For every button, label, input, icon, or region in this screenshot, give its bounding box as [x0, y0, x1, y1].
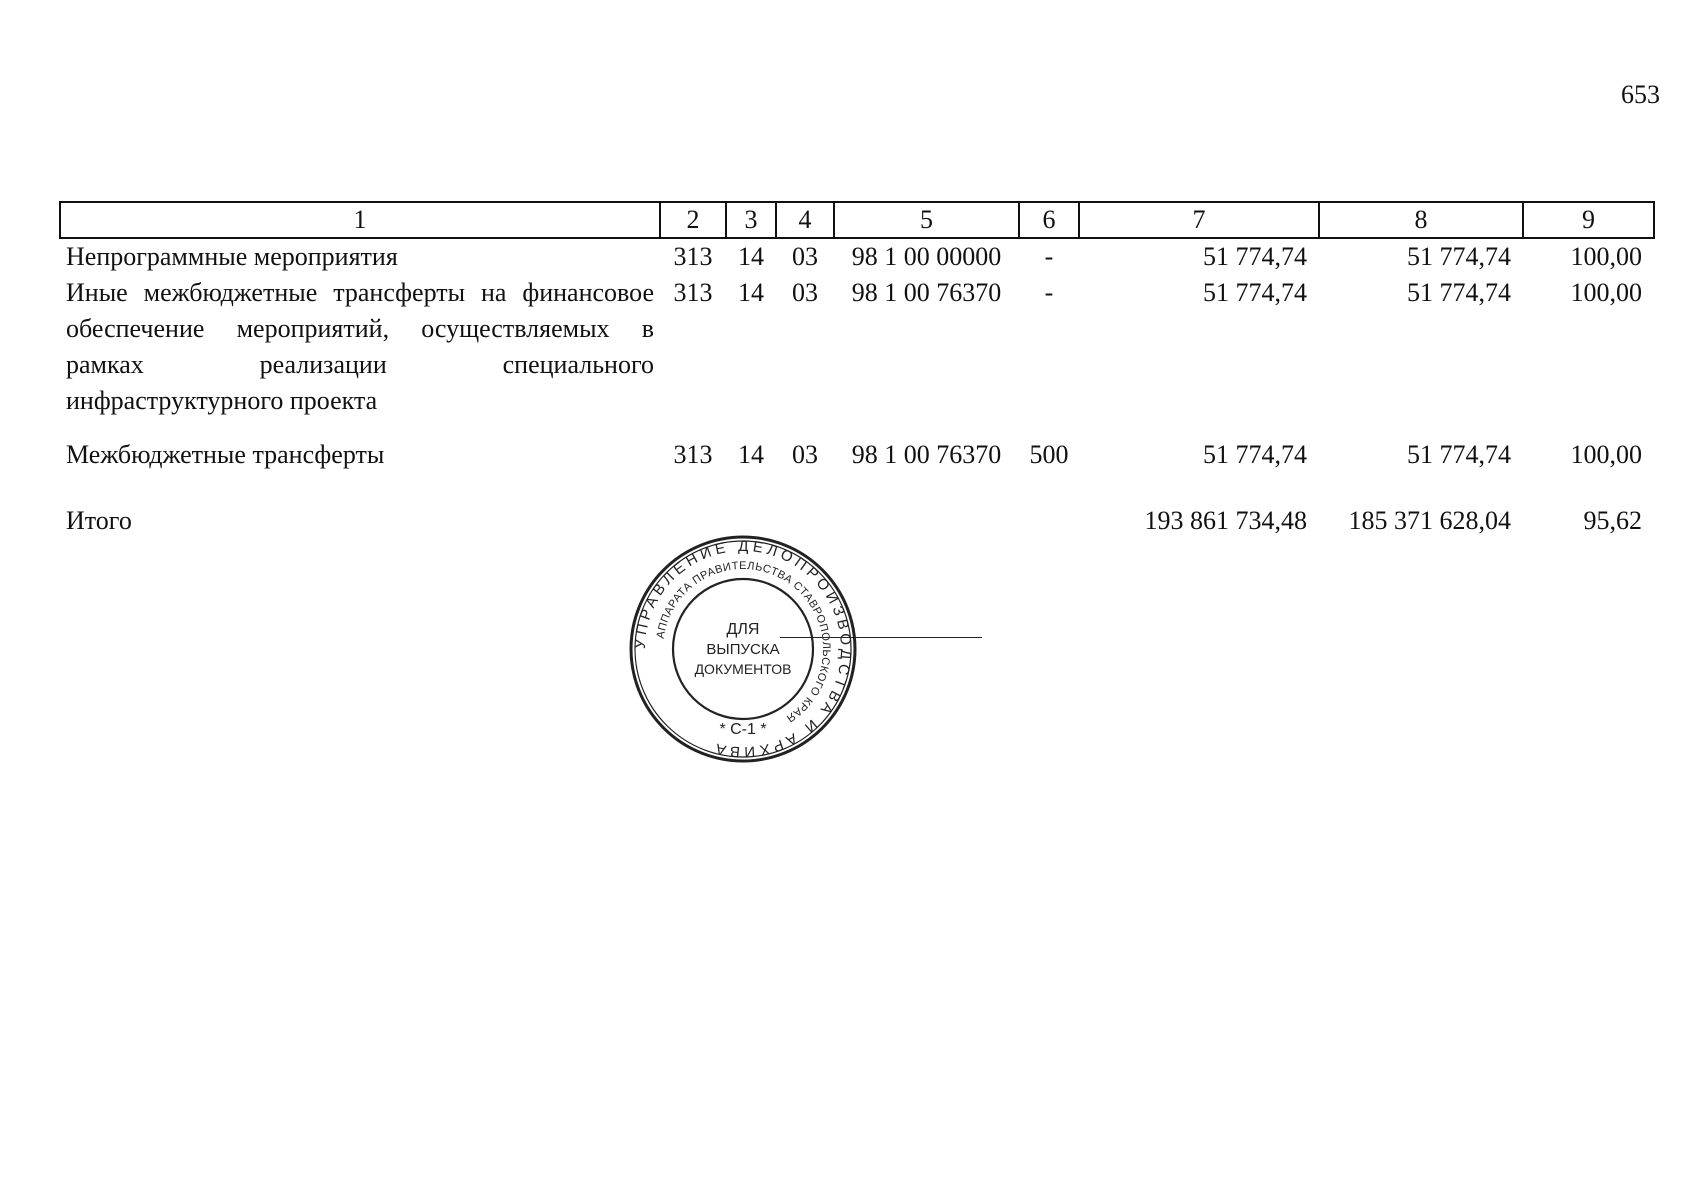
header-cell: 8 [1319, 202, 1523, 238]
row-col3: 14 [738, 278, 764, 307]
row-col6: - [1044, 242, 1054, 271]
stamp-inner-textpath: АППАРАТА ПРАВИТЕЛЬСТВА СТАВРОПОЛЬСКОГО КРАЯ [654, 559, 833, 725]
row-col2: 313 [673, 278, 713, 307]
total-label: Итого [66, 506, 132, 535]
row-col3: 14 [738, 440, 764, 469]
row-col5: 98 1 00 00000 [851, 242, 1002, 271]
row-col8: 51 774,74 [1407, 242, 1511, 271]
row-col2: 313 [673, 440, 713, 469]
row-col4: 03 [792, 440, 818, 469]
stamp-center-line-1: ДЛЯ [726, 621, 760, 638]
total-col9: 95,62 [1583, 506, 1642, 535]
table-row [60, 437, 1654, 491]
stamp-center-line-3: ДОКУМЕНТОВ [694, 661, 792, 677]
row-col7: 51 774,74 [1203, 440, 1307, 469]
header-cell: 6 [1019, 202, 1079, 238]
row-col3: 14 [738, 242, 764, 271]
total-col7: 193 861 734,48 [1144, 506, 1307, 535]
stamp-center-line-2: ВЫПУСКА [706, 641, 780, 658]
stamp-outer-textpath: УПРАВЛЕНИЕ ДЕЛОПРОИЗВОДСТВА И АРХИВА [631, 537, 855, 761]
row-col4: 03 [792, 278, 818, 307]
table-row [60, 275, 1654, 437]
row-col9: 100,00 [1570, 278, 1642, 307]
row-col6: - [1044, 278, 1054, 307]
row-description: Иные межбюджетные трансферты на финансовое обеспечение мероприятий, осуществляемых в рамках реализации специального инфраструктурного проекта [66, 278, 654, 415]
row-col5: 98 1 00 76370 [851, 278, 1002, 307]
header-cell: 1 [60, 202, 660, 238]
row-col5: 98 1 00 76370 [851, 440, 1002, 469]
stamp-code: * С-1 * [719, 721, 767, 738]
total-row [60, 491, 1654, 539]
table-header-row [60, 202, 1654, 238]
header-cell: 5 [834, 202, 1019, 238]
total-col8: 185 371 628,04 [1348, 506, 1511, 535]
header-cell: 2 [660, 202, 726, 238]
row-col6: 500 [1029, 440, 1069, 469]
row-description: Непрограммные мероприятия [66, 242, 398, 271]
row-col4: 03 [792, 242, 818, 271]
budget-table [59, 201, 1655, 539]
stamp-center [695, 621, 792, 738]
row-col7: 51 774,74 [1203, 278, 1307, 307]
row-col7: 51 774,74 [1203, 242, 1307, 271]
header-cell: 3 [726, 202, 776, 238]
table-row [60, 238, 1654, 275]
header-cell: 9 [1523, 202, 1654, 238]
header-cell: 4 [776, 202, 834, 238]
row-col9: 100,00 [1570, 440, 1642, 469]
row-col9: 100,00 [1570, 242, 1642, 271]
row-description: Межбюджетные трансферты [66, 440, 385, 469]
row-col8: 51 774,74 [1407, 440, 1511, 469]
header-cell: 7 [1079, 202, 1319, 238]
row-col2: 313 [673, 242, 713, 271]
row-col8: 51 774,74 [1407, 278, 1511, 307]
page-number: 653 [1621, 80, 1660, 109]
archive-stamp [628, 534, 858, 764]
